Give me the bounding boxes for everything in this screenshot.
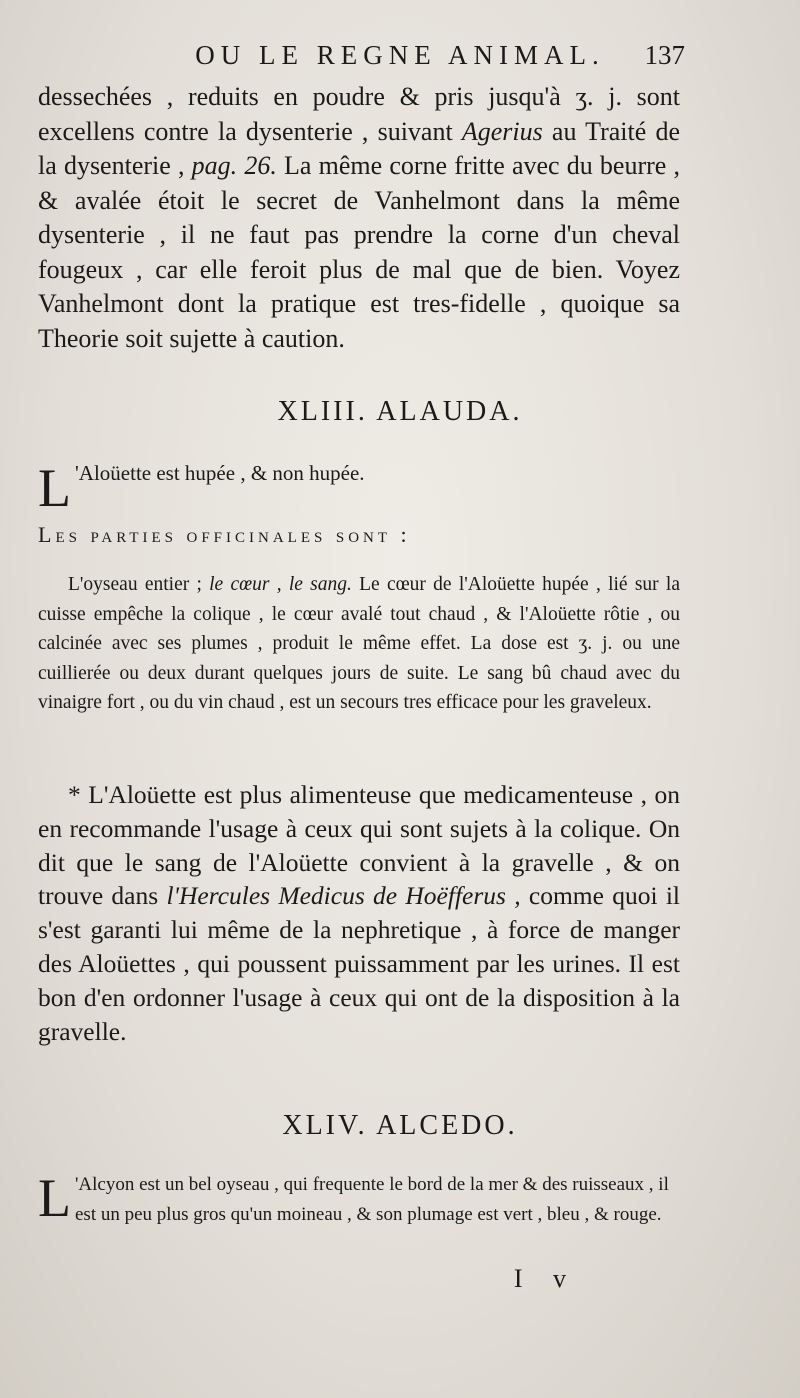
- paragraph-commentary: [38, 778, 680, 1048]
- paragraph-text: L'oyseau entier ;: [68, 574, 210, 595]
- section-intro-alcedo: [38, 1170, 680, 1230]
- section-intro-alauda: [38, 458, 680, 518]
- paragraph-continuation: [38, 80, 680, 356]
- paragraph-text: dessechées , reduits en poudre & pris jusqu'à ʒ. j. sont excellens contre la dysenterie , suivant: [38, 82, 680, 146]
- paragraph-officinal-parts: [38, 570, 680, 718]
- intro-text: 'Alcyon est un bel oyseau , qui frequente le bord de la mer & des ruisseaux , il est un peu plus gros qu'un moineau , & son plumage est vert , bleu , & rouge.: [75, 1174, 669, 1225]
- page-header: [0, 40, 800, 80]
- paragraph-text: La même corne fritte avec du beurre , & avalée étoit le secret de Vanhelmont dans la même dysenterie , il ne faut pas prendre la corne d'un cheval fougeux , car elle feroit plus de mal que de bien. Voyez Vanhelmont dont la pratique est tres-fidelle , quoique sa Theorie soit sujette à caution.: [38, 151, 681, 353]
- italic-term: le cœur , le sang.: [209, 574, 352, 595]
- intro-text: 'Aloüette est hupée , & non hupée.: [75, 461, 365, 485]
- author-citation: Agerius: [461, 116, 543, 146]
- drop-cap: L: [38, 458, 71, 518]
- book-title: l'Hercules Medicus de Hoëfferus ,: [166, 881, 521, 911]
- drop-cap: L: [38, 1168, 71, 1228]
- paragraph-text: Le cœur de l'Aloüette hupée , lié sur la cuisse empêche la colique , le cœur avalé tout chaud , & l'Aloüette rôtie , ou calcinée avec ses plumes , produit le même effet. La dose est ʒ. j. ou une cuillierée ou deux durant quelques jours de suite. Le sang bû chaud avec du vinaigre fort , ou du vin chaud , est un secours tres efficace pour les graveleux.: [38, 574, 680, 713]
- paragraph-text: * L'Aloüette est plus alimenteuse que medicamenteuse , on en recommande l'usage à ceux qui sont sujets à la colique. On dit que le sang de l'Aloüette convient à la gravelle , & on trouve dans: [38, 780, 680, 911]
- subheading-parties-officinales: Les parties officinales sont :: [38, 522, 411, 547]
- catchword: I v: [513, 1264, 578, 1293]
- page-citation: pag. 26.: [191, 151, 277, 180]
- paragraph-text: comme quoi il s'est garanti lui même de la nephretique , à force de manger des Aloüettes , qui poussent puissamment par les urines. Il est bon d'en ordonner l'usage à ceux qui ont de la disposition à la gravelle.: [38, 881, 681, 1046]
- paragraph-text: au Traité de la dysenterie ,: [38, 116, 680, 180]
- page-number: 137: [644, 40, 685, 70]
- running-head: OU LE REGNE ANIMAL.: [195, 40, 605, 70]
- section-heading-alauda: XLIII. ALAUDA.: [277, 396, 523, 427]
- section-heading-alcedo: XLIV. ALCEDO.: [282, 1110, 518, 1141]
